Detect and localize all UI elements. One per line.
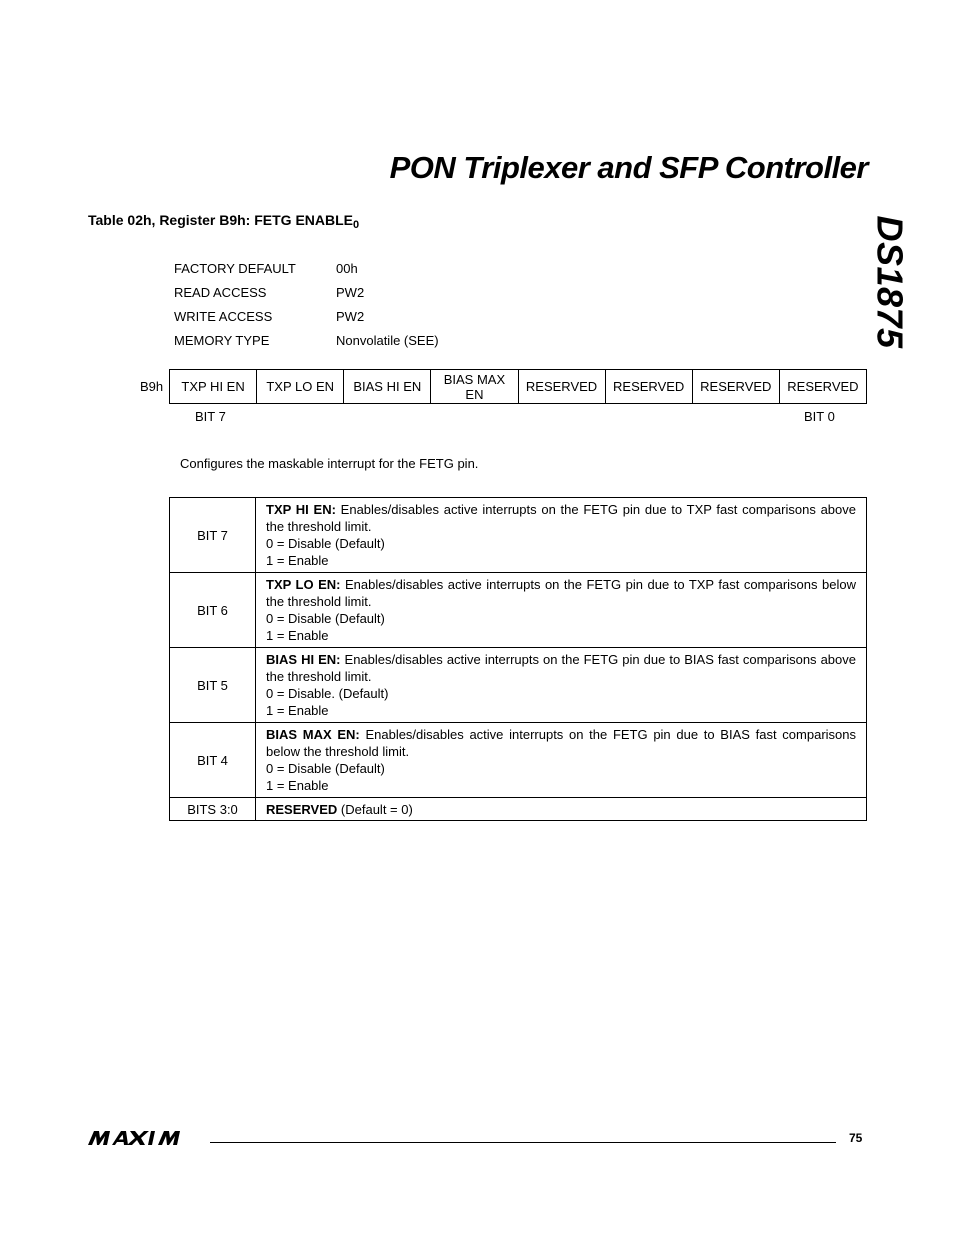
table-title-text: Table 02h, Register B9h: FETG ENABLE [88,212,354,228]
register-bit-cell: RESERVED [779,370,866,404]
bit-description-cell [256,648,867,723]
bit-number-cell: BIT 5 [170,648,256,723]
bit-text: (Default = 0) [337,801,413,817]
bit-text: Enables/disables active interrupts on the FETG pin due to TXP fast comparisons below the threshold limit. [266,577,856,609]
table-row [170,723,867,798]
register-address-label: B9h [140,379,164,394]
property-key: MEMORY TYPE [174,332,270,348]
bit-number-cell: BIT 7 [170,498,256,573]
register-bit-map [169,369,867,404]
side-part-number [860,212,920,352]
property-row [174,280,439,304]
register-properties [174,256,439,352]
bit-text: Enables/disables active interrupts on the FETG pin due to BIAS fast comparisons above the threshold limit. [266,652,856,684]
register-bit-cell: BIAS MAX EN [431,370,518,404]
bit-term: BIAS MAX EN: [266,727,360,742]
bit-number-cell: BIT 4 [170,723,256,798]
table-title [88,212,360,231]
page-number: 75 [849,1131,863,1145]
bit-text: Enables/disables active interrupts on the FETG pin due to BIAS fast comparisons below the threshold limit. [266,727,856,759]
table-title-subscript: 0 [353,219,360,231]
bit-term: TXP HI EN: [266,502,336,517]
register-bit-row [170,370,867,404]
bit-value-1: 1 = Enable [266,778,329,793]
bit-number-cell: BIT 6 [170,573,256,648]
bit-term: TXP LO EN: [266,577,341,592]
register-description: Configures the maskable interrupt for the FETG pin. [180,456,479,471]
bit-description-cell [256,723,867,798]
register-bit-cell: TXP HI EN [170,370,257,404]
bit-value-1: 1 = Enable [266,628,329,643]
property-value: PW2 [336,308,365,324]
bit-term: RESERVED [266,801,338,817]
bit-text: Enables/disables active interrupts on the FETG pin due to TXP fast comparisons above the threshold limit. [266,502,856,534]
bit-description-cell [256,498,867,573]
property-row [174,256,439,280]
register-bit-cell: TXP LO EN [257,370,344,404]
property-value: PW2 [336,284,365,300]
msb-label: BIT 7 [195,409,226,424]
maxim-logo [88,1128,200,1148]
bit-description-table [169,497,867,821]
bit-value-0: 0 = Disable (Default) [266,611,385,626]
footer-rule [210,1142,836,1143]
bit-description-cell [256,798,867,821]
property-row [174,304,439,328]
property-row [174,328,439,352]
lsb-label: BIT 0 [804,409,835,424]
bit-value-0: 0 = Disable (Default) [266,536,385,551]
bit-value-1: 1 = Enable [266,703,329,718]
bit-description-cell [256,573,867,648]
bit-number-cell: BITS 3:0 [170,798,256,821]
bit-value-1: 1 = Enable [266,553,329,568]
page-header-title: PON Triplexer and SFP Controller [389,150,868,185]
table-row [170,573,867,648]
property-key: FACTORY DEFAULT [174,260,296,276]
side-part-number-text: DS1875 [870,215,912,349]
bit-value-0: 0 = Disable (Default) [266,761,385,776]
register-bit-cell: RESERVED [518,370,605,404]
bit-value-0: 0 = Disable. (Default) [266,686,389,701]
property-value: 00h [336,260,358,276]
bit-term: BIAS HI EN: [266,652,341,667]
register-bit-cell: RESERVED [605,370,692,404]
property-key: WRITE ACCESS [174,308,273,324]
table-row [170,648,867,723]
property-key: READ ACCESS [174,284,267,300]
register-bit-cell: BIAS HI EN [344,370,431,404]
property-value: Nonvolatile (SEE) [336,332,439,348]
register-bit-cell: RESERVED [692,370,779,404]
table-row [170,498,867,573]
table-row [170,798,867,821]
